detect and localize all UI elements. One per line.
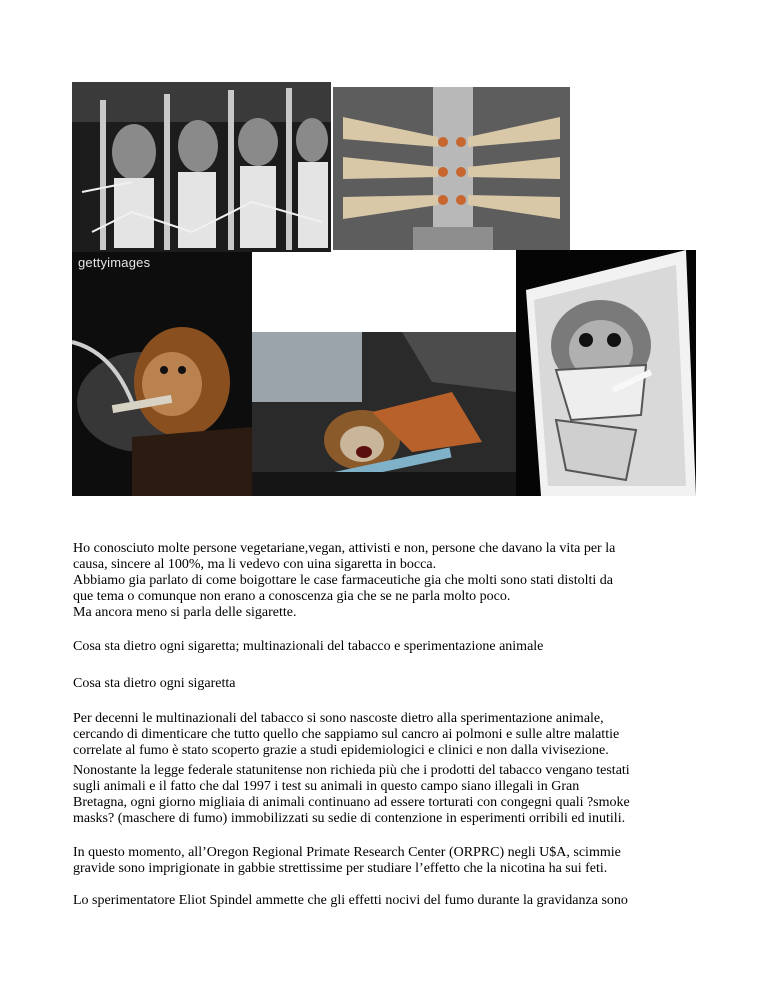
getty-watermark: gettyimages — [78, 255, 151, 270]
smoking-machine-photo — [333, 87, 570, 250]
text-line: masks? (maschere di fumo) immobilizzati su sedie di contenzione in esperimenti orribili ed inutili. — [73, 811, 626, 826]
text-line: Ho conosciuto molte persone vegetariane,vegan, attivisti e non, persone che davano la vita per la — [73, 541, 616, 556]
text-line: Lo sperimentatore Eliot Spindel ammette che gli effetti nocivi del fumo durante la gravidanza sono — [73, 893, 628, 908]
text-line: causa, sincere al 100%, ma li vedevo con uina sigaretta in bocca. — [73, 557, 437, 572]
restrained-monkey-photo — [252, 332, 516, 496]
text-line: Bretagna, ogni giorno migliaia di animali continuano ad essere torturati con congegni quali ?smoke — [73, 795, 630, 810]
monkey-smoke-mask-photo — [516, 250, 696, 496]
dogs-in-restraint-photo — [72, 82, 331, 252]
text-line: Per decenni le multinazionali del tabacco si sono nascoste dietro alla sperimentazione animale, — [73, 711, 604, 726]
text-line: Nonostante la legge federale statunitense non richieda più che i prodotti del tabacco vengano testati — [73, 763, 630, 778]
body-paragraph — [73, 763, 713, 827]
heading-line: Cosa sta dietro ogni sigaretta; multinazionali del tabacco e sperimentazione animale — [73, 639, 544, 654]
text-line: In questo momento, all’Oregon Regional Primate Research Center (ORPRC) negli U$A, scimmie — [73, 845, 621, 860]
intro-paragraph — [73, 541, 713, 621]
text-line: Abbiamo gia parlato di come boigottare le case farmaceutiche gia che molti sono stati distolti da — [73, 573, 613, 588]
text-line: sugli animali e il fatto che dal 1997 i test su animali in questo campo siano illegali in Gran — [73, 779, 580, 794]
body-paragraph — [73, 893, 713, 909]
text-line: cercando di dimenticare che tutto quello che sappiamo sul cancro ai polmoni e sulle altre malattie — [73, 727, 620, 742]
text-line: correlate al fumo è stato scoperto grazie a studi epidemiologici e clinici e non dalla vivisezione. — [73, 743, 609, 758]
text-line: gravide sono imprigionate in gabbie strettissime per studiare l’effetto che la nicotina ha sui feti. — [73, 861, 608, 876]
body-paragraph — [73, 845, 713, 877]
body-paragraph — [73, 711, 713, 759]
smoking-monkey-photo — [72, 252, 252, 496]
text-line: Ma ancora meno si parla delle sigarette. — [73, 605, 297, 620]
heading-line: Cosa sta dietro ogni sigaretta — [73, 676, 236, 691]
text-line: que tema o comunque non erano a conoscenza gia che se ne parla molto poco. — [73, 589, 511, 604]
